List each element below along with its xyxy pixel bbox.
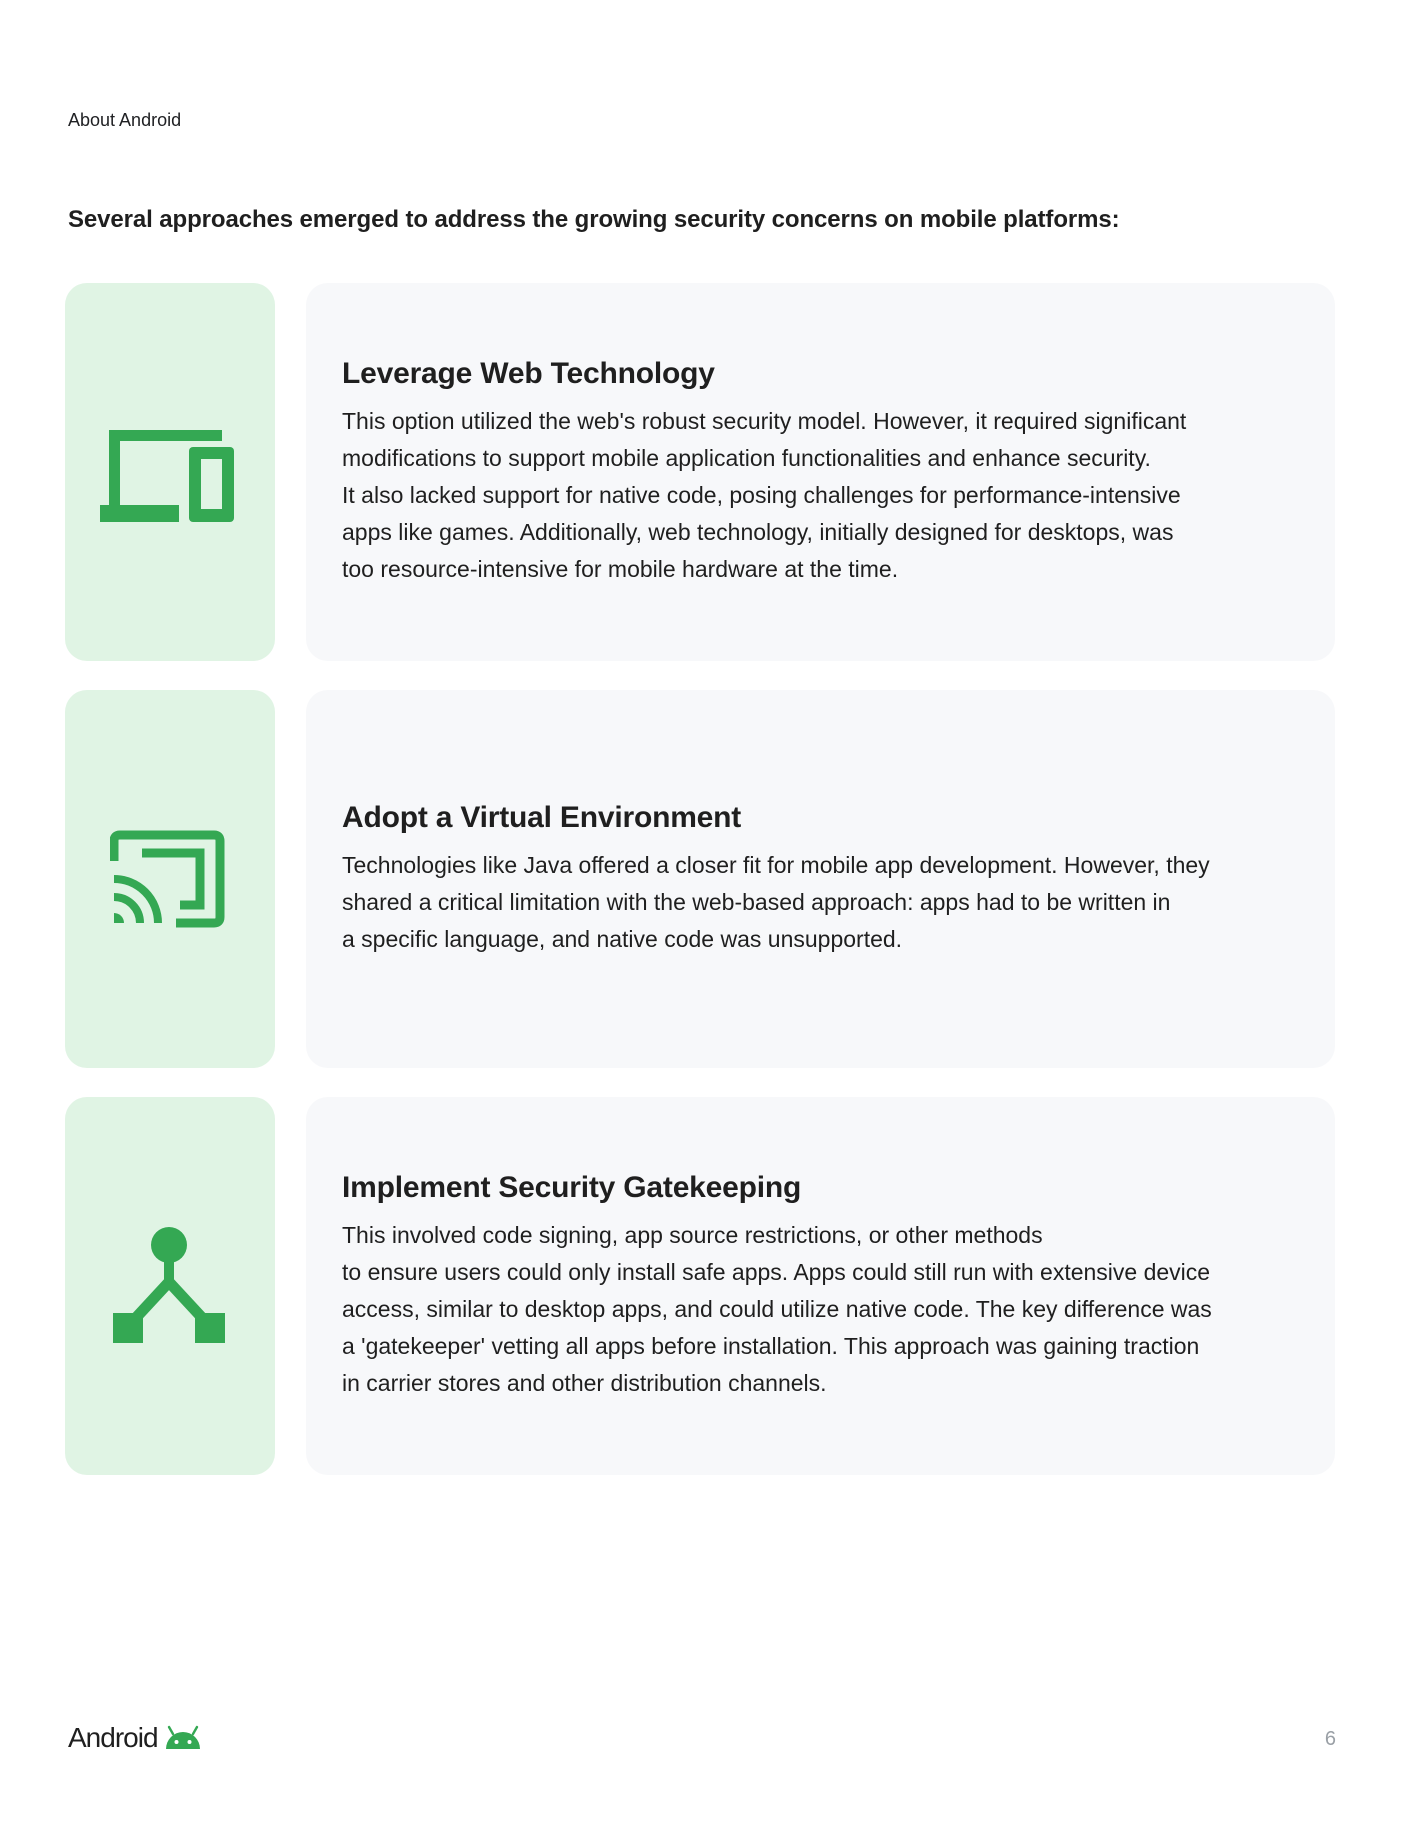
body-line: shared a critical limitation with the web-based approach: apps had to be written in xyxy=(342,888,1171,915)
body-line: a 'gatekeeper' vetting all apps before installation. This approach was gaining traction xyxy=(342,1332,1200,1359)
cast-icon xyxy=(110,829,230,929)
card-title: Leverage Web Technology xyxy=(342,356,715,390)
card-title: Implement Security Gatekeeping xyxy=(342,1170,802,1204)
icon-panel xyxy=(65,1097,275,1475)
body-line: access, similar to desktop apps, and could utilize native code. The key difference was xyxy=(342,1295,1212,1322)
hub-icon xyxy=(110,1226,230,1346)
body-line: a specific language, and native code was unsupported. xyxy=(342,925,903,952)
android-bot-icon xyxy=(164,1725,202,1751)
icon-panel xyxy=(65,690,275,1068)
card-title: Adopt a Virtual Environment xyxy=(342,800,742,834)
body-line: in carrier stores and other distribution channels. xyxy=(342,1369,827,1396)
approach-card-virtual xyxy=(65,690,1335,1068)
body-line: It also lacked support for native code, posing challenges for performance-intensive xyxy=(342,481,1181,508)
devices-icon xyxy=(100,422,240,522)
icon-panel xyxy=(65,283,275,661)
body-line: This option utilized the web's robust security model. However, it required significant xyxy=(342,407,1187,434)
card-body xyxy=(342,1217,1299,1402)
body-line: This involved code signing, app source restrictions, or other methods xyxy=(342,1221,1043,1248)
running-header: About Android xyxy=(68,110,182,130)
body-line: Technologies like Java offered a closer fit for mobile app development. However, they xyxy=(342,851,1210,878)
body-line: to ensure users could only install safe apps. Apps could still run with extensive device xyxy=(342,1258,1211,1285)
android-logo xyxy=(68,1722,202,1754)
page-number: 6 xyxy=(1324,1728,1336,1750)
logo-wordmark: Android xyxy=(68,1722,158,1753)
intro-heading: Several approaches emerged to address the growing security concerns on mobile platforms: xyxy=(68,206,1120,233)
approach-card-gatekeeping xyxy=(65,1097,1335,1475)
text-panel xyxy=(306,1097,1335,1475)
body-line: apps like games. Additionally, web technology, initially designed for desktops, was xyxy=(342,518,1174,545)
card-body xyxy=(342,847,1299,958)
approach-card-web xyxy=(65,283,1335,661)
text-panel xyxy=(306,283,1335,661)
card-body xyxy=(342,403,1299,588)
body-line: too resource-intensive for mobile hardware at the time. xyxy=(342,555,899,582)
body-line: modifications to support mobile application functionalities and enhance security. xyxy=(342,444,1151,471)
text-panel xyxy=(306,690,1335,1068)
